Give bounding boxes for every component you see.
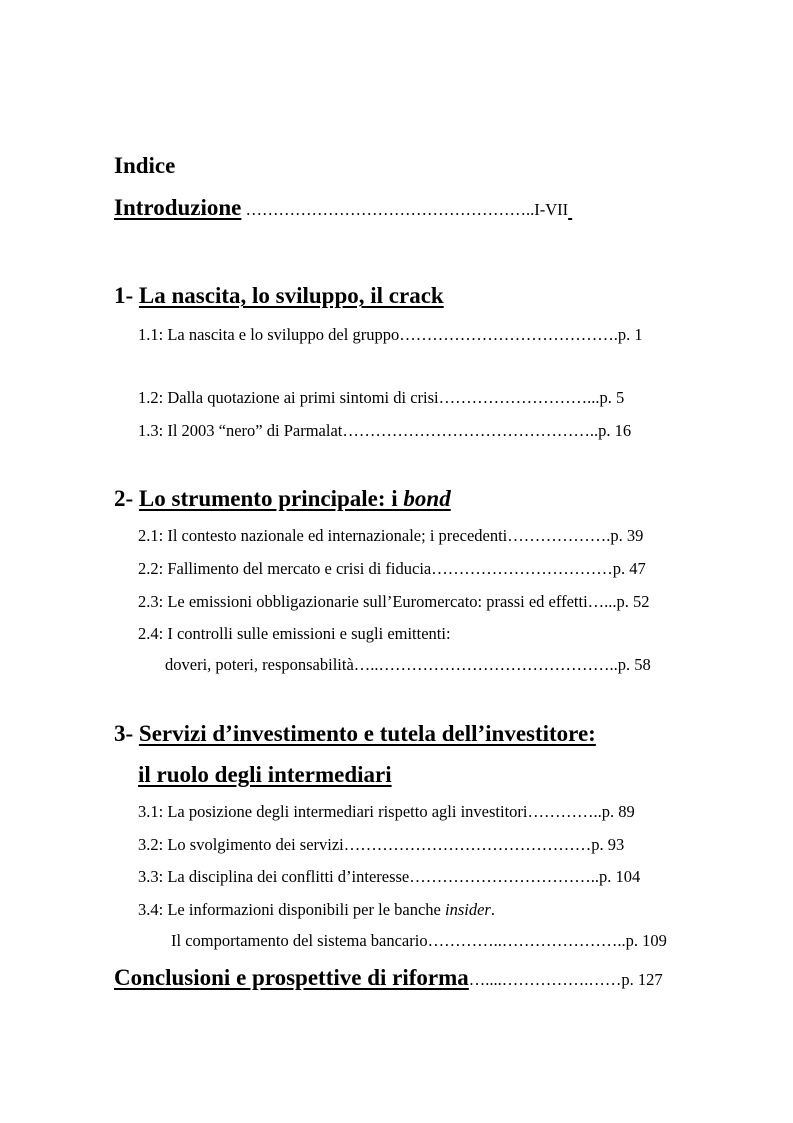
toc-entry-1-1	[138, 325, 643, 345]
entry-dots: …………..…………………..	[427, 931, 626, 950]
entry-page: p. 109	[625, 931, 667, 950]
chapter-2-title-italic: bond	[403, 486, 451, 511]
entry-dots: ……………….	[507, 526, 611, 545]
entry-page: p. 52	[616, 592, 650, 611]
entry-text: 3.2: Lo svolgimento dei servizi	[138, 835, 344, 854]
toc-entry-1-2	[138, 388, 624, 408]
entry-text: 2.3: Le emissioni obbligazionarie sull’Euromercato: prassi ed effetti	[138, 592, 588, 611]
entry-page: p. 39	[610, 526, 644, 545]
entry-page: p. 5	[599, 388, 625, 407]
chapter-1-heading	[114, 283, 444, 309]
chapter-1-title: La nascita, lo sviluppo, il crack	[138, 283, 444, 308]
toc-entry-2-2	[138, 559, 646, 579]
chapter-3-heading	[114, 721, 596, 747]
entry-page: p. 16	[598, 421, 632, 440]
toc-entry-2-3	[138, 592, 650, 612]
entry-dots: ……………………………	[431, 559, 613, 578]
entry-text: Il comportamento del sistema bancario	[171, 931, 428, 950]
toc-entry-2-4-cont	[165, 655, 651, 675]
entry-text: doveri, poteri, responsabilità	[165, 655, 354, 674]
chapter-2-heading	[114, 486, 451, 512]
entry-text-end: .	[490, 900, 495, 919]
entry-text: 1.2: Dalla quotazione ai primi sintomi di crisi	[138, 388, 439, 407]
conclusion-page: p. 127	[621, 970, 663, 989]
chapter-3-title: Servizi d’investimento e tutela dell’investitore:	[138, 721, 596, 746]
toc-entry-2-4	[138, 624, 451, 644]
toc-entry-3-2	[138, 835, 624, 855]
entry-page: p. 1	[617, 325, 643, 344]
entry-text: 3.3: La disciplina dei conflitti d’interesse	[138, 867, 410, 886]
entry-dots: …………..	[527, 802, 602, 821]
chapter-1-number: 1-	[114, 283, 134, 308]
entry-dots: ………………………...	[438, 388, 600, 407]
entry-dots: …...	[587, 592, 617, 611]
chapter-2-number: 2-	[114, 486, 134, 511]
toc-intro	[114, 195, 572, 221]
entry-page: p. 47	[612, 559, 646, 578]
entry-dots: …..……………………………………..	[353, 655, 618, 674]
intro-trailing-underline	[568, 202, 572, 219]
entry-text: 3.4: Le informazioni disponibili per le banche	[138, 900, 445, 919]
entry-text: 3.1: La posizione degli intermediari rispetto agli investitori	[138, 802, 528, 821]
intro-dots: ……………………………………………..	[241, 200, 535, 219]
conclusion-dots: …....…………….……	[468, 970, 622, 989]
toc-entry-3-4	[138, 900, 495, 920]
chapter-3-heading-line2	[138, 762, 392, 788]
chapter-2-title: Lo strumento principale: i bond	[138, 486, 451, 511]
entry-dots: ………………………………………	[343, 835, 592, 854]
toc-entry-1-3	[138, 421, 631, 441]
entry-dots: ……………………………..	[409, 867, 600, 886]
toc-entry-2-1	[138, 526, 643, 546]
intro-label: Introduzione	[114, 195, 242, 220]
entry-italic: insider	[445, 900, 491, 919]
entry-text: 1.3: Il 2003 “nero” di Parmalat	[138, 421, 343, 440]
entry-text: 1.1: La nascita e lo sviluppo del gruppo	[138, 325, 400, 344]
entry-page: p. 104	[599, 867, 641, 886]
entry-text: 2.4: I controlli sulle emissioni e sugli emittenti:	[138, 624, 451, 643]
entry-dots: ………………………………….	[399, 325, 618, 344]
toc-conclusion	[114, 965, 663, 991]
chapter-3-subtitle: il ruolo degli intermediari	[138, 762, 392, 787]
toc-entry-3-3	[138, 867, 640, 887]
conclusion-label: Conclusioni e prospettive di riforma	[114, 965, 469, 990]
entry-text: 2.1: Il contesto nazionale ed internazionale; i precedenti	[138, 526, 508, 545]
toc-title: Indice	[114, 153, 176, 178]
entry-text: 2.2: Fallimento del mercato e crisi di fiducia	[138, 559, 432, 578]
toc-entry-3-1	[138, 802, 635, 822]
entry-dots: ………………………………………..	[342, 421, 599, 440]
entry-page: p. 93	[591, 835, 625, 854]
chapter-3-number: 3-	[114, 721, 134, 746]
intro-page: I-VII	[534, 200, 569, 219]
toc-entry-3-4-cont	[171, 931, 667, 951]
entry-page: p. 58	[617, 655, 651, 674]
entry-page: p. 89	[601, 802, 635, 821]
